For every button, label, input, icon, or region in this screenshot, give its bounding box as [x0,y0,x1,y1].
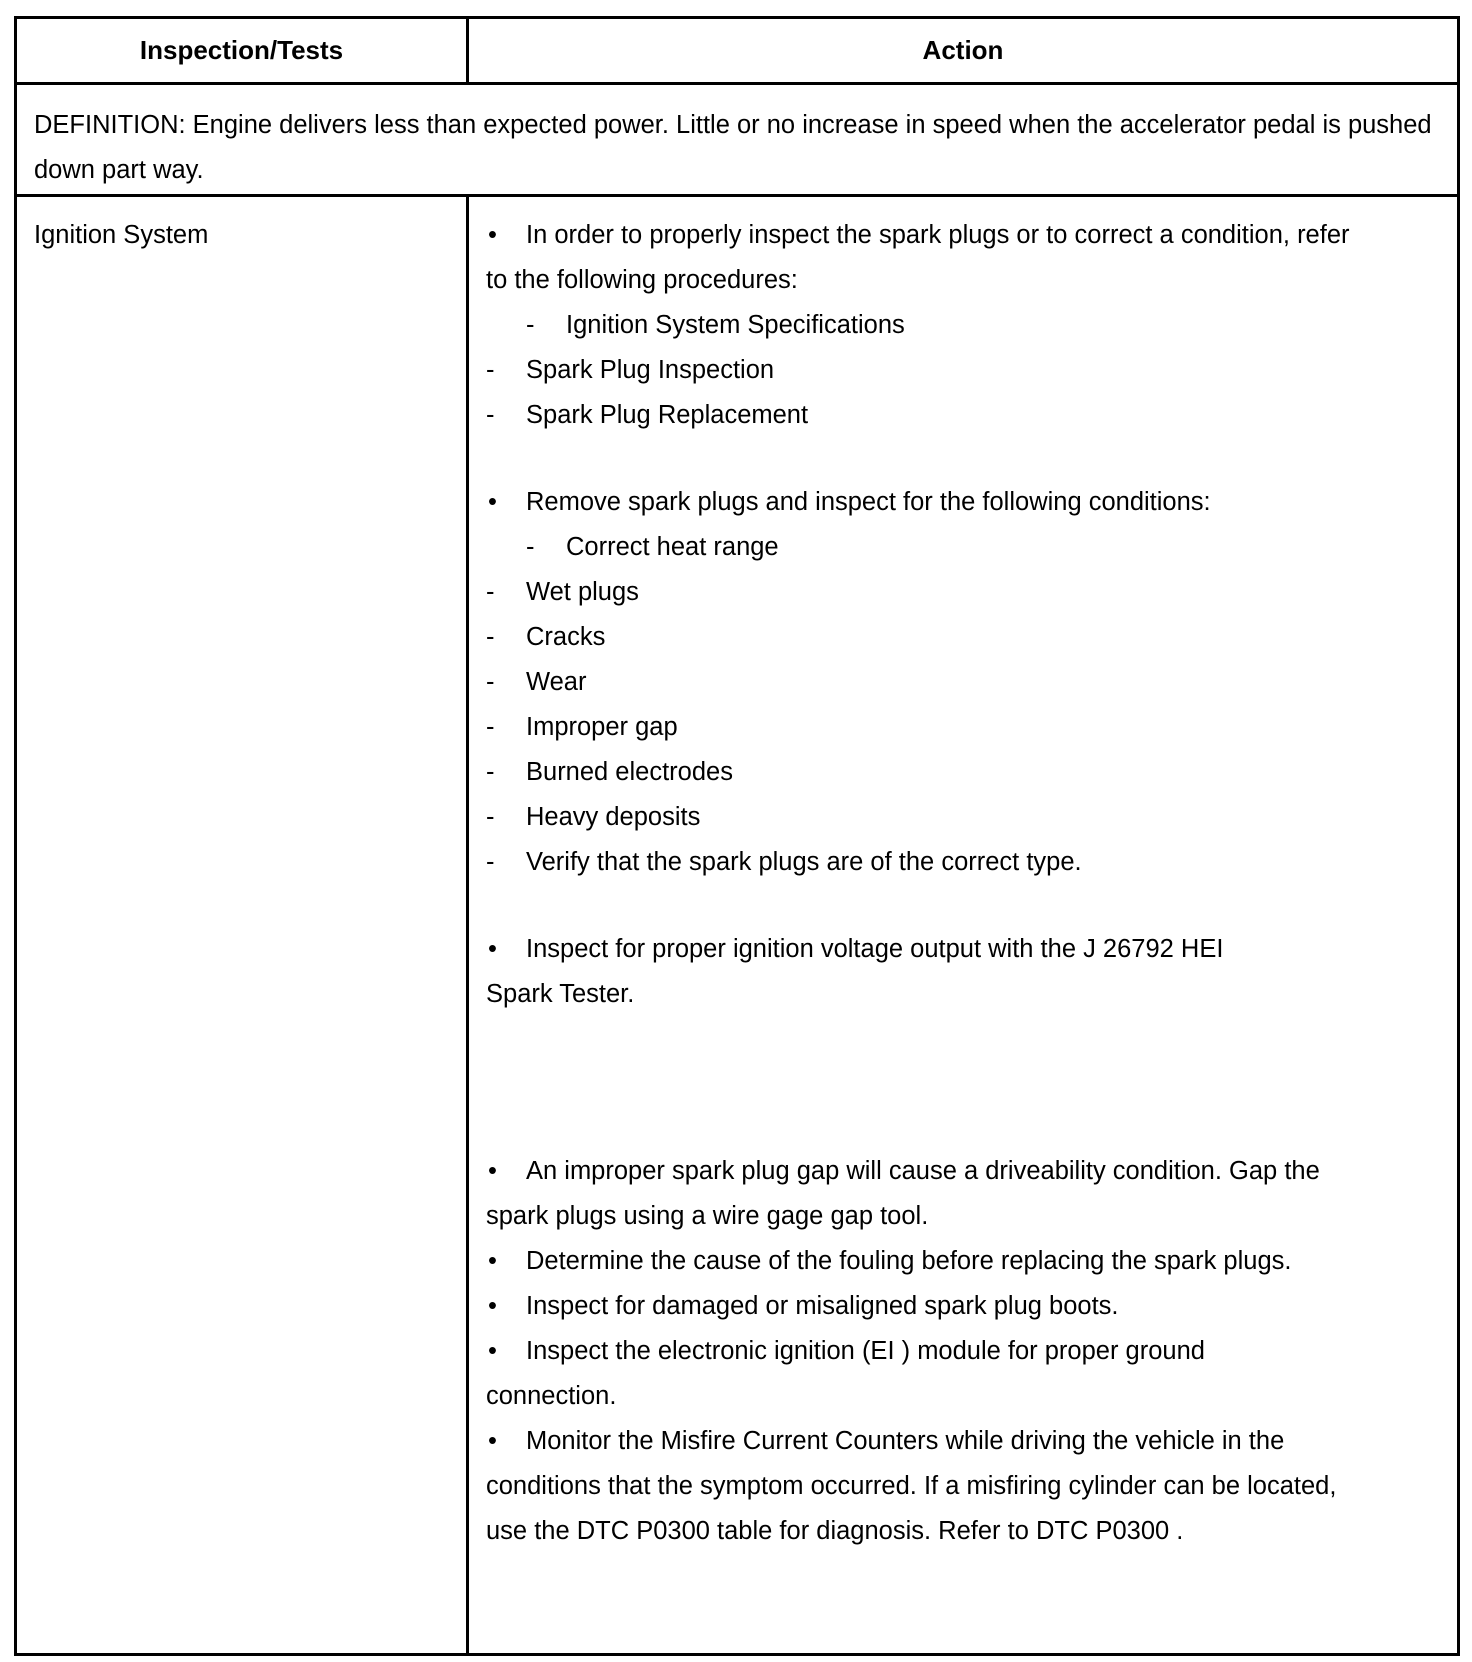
definition-row: DEFINITION: Engine delivers less than expected power. Little or no increase in speed when the accelerator pedal is pushed down part way. [17,85,1457,197]
bullet-icon: • [488,221,497,249]
list-item: - Burned electrodes [486,750,1367,795]
list-item: - Wear [486,660,1367,705]
block4-item: • Determine the cause of the fouling before replacing the spark plugs. [486,1239,1367,1284]
bullet-icon: • [488,488,497,516]
dash-icon: - [526,311,535,339]
spacer [486,885,1367,927]
block2-intro: • Remove spark plugs and inspect for the following conditions: [486,480,1367,525]
dash-icon: - [486,668,495,696]
action-cell [469,197,1457,1653]
inspection-cell: Ignition System [17,197,469,1653]
header-inspection-tests: Inspection/Tests [17,19,469,82]
block1-intro [486,213,1367,303]
block3-text: • Inspect for proper ignition voltage output with the J 26792 HEI Spark Tester. [486,927,1367,1017]
block4-item: • Inspect the electronic ignition (EI ) module for proper ground connection. [486,1329,1367,1419]
block4-item: • An improper spark plug gap will cause a driveability condition. Gap the spark plugs using a wire gage gap tool. [486,1149,1367,1239]
list-item: - Ignition System Specifications [486,303,1367,348]
dash-icon: - [486,578,495,606]
block1-intro-text: In order to properly inspect the spark plugs or to correct a condition, refer to the following procedures: [486,221,1350,294]
header-action: Action [922,35,1004,65]
block4-item: • Inspect for damaged or misaligned spark plug boots. [486,1284,1367,1329]
spacer [486,438,1367,480]
spacer [486,1017,1367,1149]
list-item: - Spark Plug Replacement [486,393,1367,438]
dash-icon: - [486,356,495,384]
bullet-icon: • [488,1292,497,1320]
dash-icon: - [486,803,495,831]
dash-icon: - [486,401,495,429]
list-item: - Heavy deposits [486,795,1367,840]
bullet-icon: • [488,935,497,963]
dash-icon: - [526,533,535,561]
table-row [17,197,1457,1653]
dash-icon: - [486,713,495,741]
list-item: - Wet plugs [486,570,1367,615]
list-item: - Correct heat range [486,525,1367,570]
diagnostic-table [14,16,1460,1656]
list-item: - Cracks [486,615,1367,660]
bullet-icon: • [488,1247,497,1275]
block4-item: • Monitor the Misfire Current Counters while driving the vehicle in the conditions that the symptom occurred. If a misfiring cylinder can be located, use the DTC P0300 table for diagnosis. Refer to DTC P0300 . [486,1419,1367,1554]
dash-icon: - [486,848,495,876]
dash-icon: - [486,623,495,651]
bullet-icon: • [488,1427,497,1455]
list-item: - Verify that the spark plugs are of the correct type. [486,840,1367,885]
table-header-row [17,19,1457,85]
list-item: - Improper gap [486,705,1367,750]
dash-icon: - [486,758,495,786]
bullet-icon: • [488,1157,497,1185]
bullet-icon: • [488,1337,497,1365]
list-item: - Spark Plug Inspection [486,348,1367,393]
